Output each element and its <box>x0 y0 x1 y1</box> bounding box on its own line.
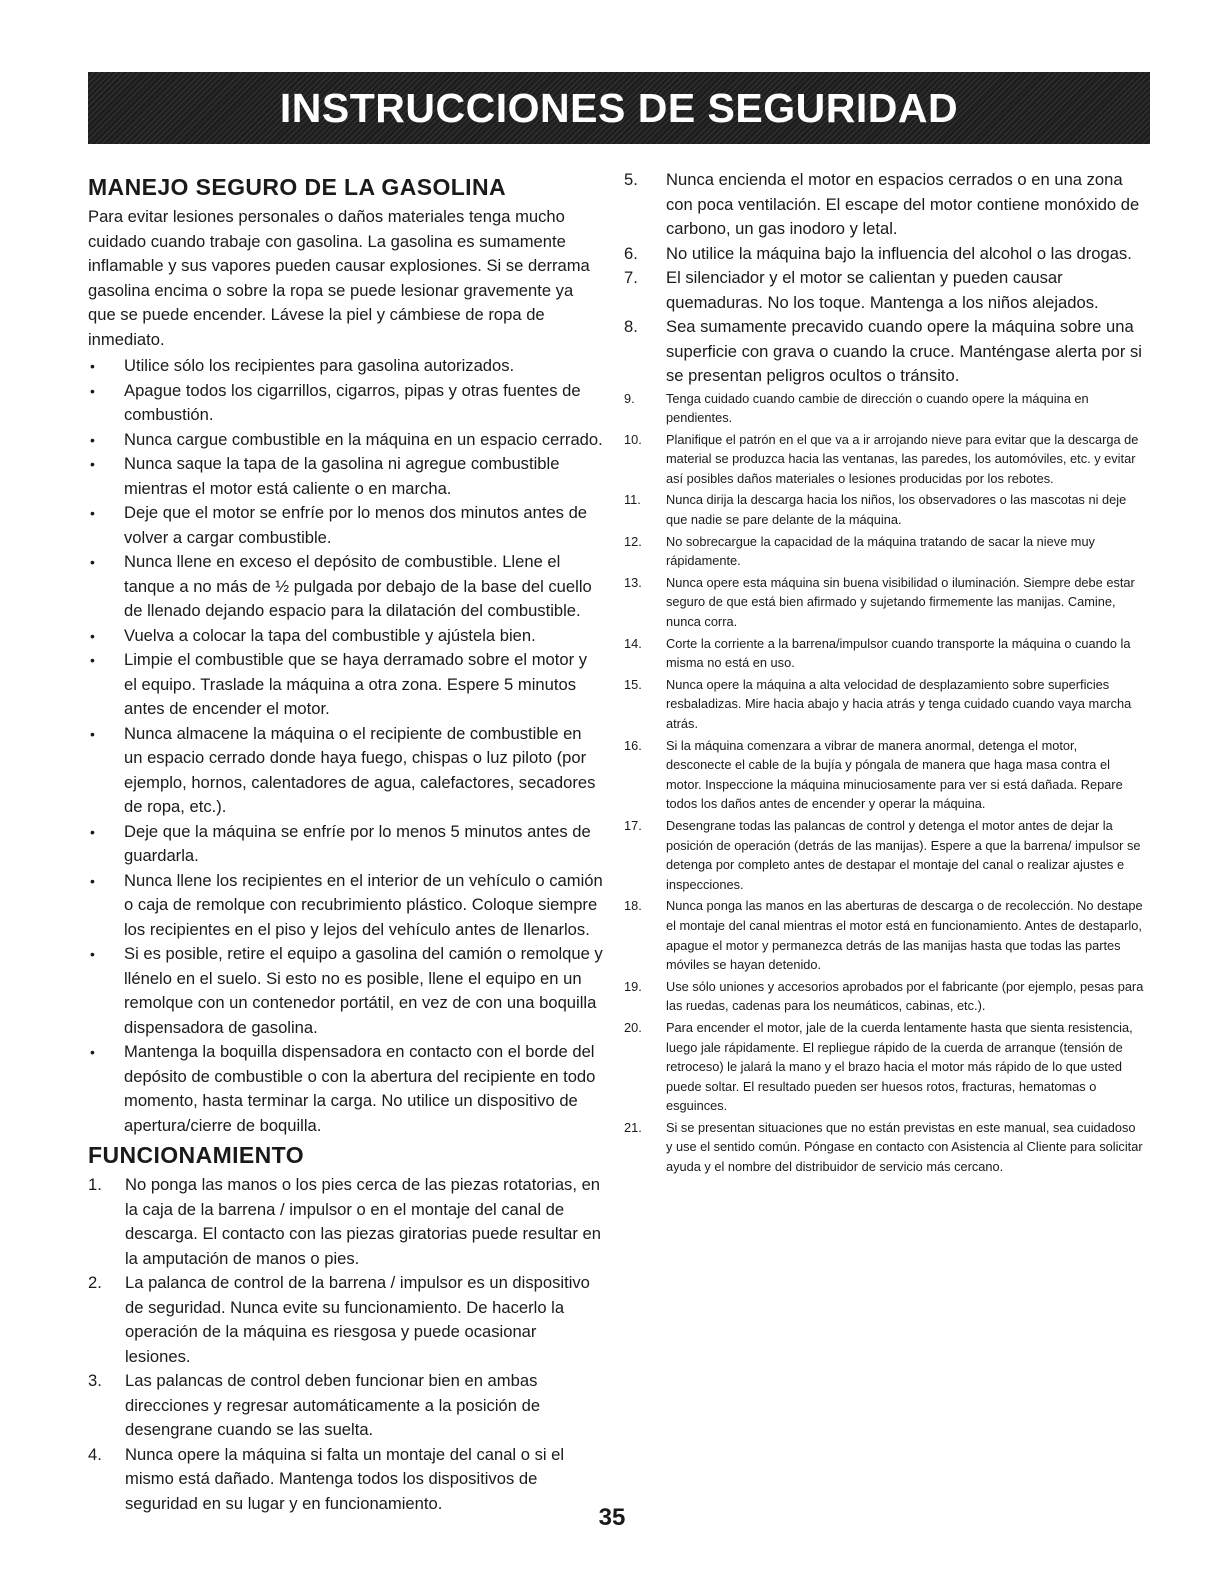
fuel-bullet-text: Utilice sólo los recipientes para gasolina autorizados. <box>124 356 515 375</box>
operation-item <box>624 389 1144 428</box>
item-number: 7. <box>624 268 638 287</box>
item-number: 9. <box>624 390 635 406</box>
operation-list-right-small <box>624 389 1144 1177</box>
fuel-bullet-text: Apague todos los cigarrillos, cigarros, pipas y otras fuentes de combustión. <box>124 380 581 424</box>
page-number: 35 <box>598 1504 626 1531</box>
operation-item <box>624 634 1144 673</box>
operation-list-left <box>88 1173 603 1516</box>
operation-item <box>88 1271 603 1369</box>
fuel-bullet-item <box>88 624 603 649</box>
item-number: 14. <box>624 635 642 651</box>
item-text: Use sólo uniones y accesorios aprobados por el fabricante (por ejemplo, pesas para las ruedas, cadenas para los neumáticos, cabinas, etc.). <box>666 978 1144 1014</box>
bullet-marker: • <box>90 358 95 374</box>
operation-item <box>88 1369 603 1443</box>
fuel-bullet-item <box>88 942 603 1040</box>
fuel-bullet-item <box>88 452 603 501</box>
operation-item <box>624 168 1144 242</box>
operation-item <box>624 736 1144 814</box>
banner-title: INSTRUCCIONES DE SEGURIDAD <box>279 84 959 131</box>
fuel-bullet-item <box>88 820 603 869</box>
fuel-section-heading: MANEJO SEGURO DE LA GASOLINA <box>88 174 506 200</box>
fuel-bullet-item <box>88 501 603 550</box>
bullet-marker: • <box>90 554 95 570</box>
item-number: 11. <box>624 492 641 508</box>
item-number: 6. <box>624 243 638 263</box>
bullet-marker: • <box>90 505 95 521</box>
bullet-marker: • <box>90 1044 95 1060</box>
operation-item <box>624 675 1144 734</box>
item-text: Planifique el patrón en el que va a ir arrojando nieve para evitar que la descarga de material se produzca hacia las ventanas, las paredes, los automóviles, etc. y evitar así posibles daños materiales o lesiones producidas por los rebotes. <box>666 431 1139 486</box>
bullet-marker: • <box>90 382 95 399</box>
operation-item <box>624 1018 1144 1116</box>
operation-item <box>624 573 1144 632</box>
section-banner <box>88 72 1150 144</box>
item-number: 10. <box>624 431 642 447</box>
item-number: 18. <box>624 898 642 914</box>
bullet-marker: • <box>90 823 95 840</box>
item-text: Nunca encienda el motor en espacios cerrados o en una zona con poca ventilación. El escape del motor contiene monóxido de carbono, un gas inodoro y letal. <box>666 170 1140 238</box>
item-text: No ponga las manos o los pies cerca de las piezas rotatorias, en la caja de la barrena / impulsor o en el montaje del canal de descarga. El contacto con las piezas giratorias puede resultar en la amputación de manos o pies. <box>125 1175 601 1268</box>
item-text: Corte la corriente a la barrena/impulsor cuando transporte la máquina o cuando la misma no está en uso. <box>666 635 1131 671</box>
item-text: Nunca ponga las manos en las aberturas de descarga o de recolección. No destape el montaje del canal mientras el motor está en funcionamiento. Antes de destaparlo, apague el motor y permanezca detrás de las manijas hasta que todas las partes móviles se hayan detenido. <box>666 898 1143 973</box>
item-text: Tenga cuidado cuando cambie de dirección o cuando opere la máquina en pendientes. <box>666 390 1089 426</box>
fuel-bullet-text: Mantenga la boquilla dispensadora en contacto con el borde del depósito de combustible o con la abertura del recipiente en todo momento, hasta terminar la carga. No utilice un dispositivo de apertura/cierre de boquilla. <box>124 1042 596 1135</box>
item-number: 21. <box>624 1119 642 1135</box>
item-number: 3. <box>88 1371 102 1390</box>
fuel-bullet-text: Limpie el combustible que se haya derramado sobre el motor y el equipo. Traslade la máquina a otra zona. Espere 5 minutos antes de encender el motor. <box>124 650 588 718</box>
item-text: Para encender el motor, jale de la cuerda lentamente hasta que sienta resistencia, luego jale rápidamente. El repliegue rápido de la cuerda de arranque (tensión de retroceso) le jalará la mano y el brazo hacia el motor más rápido de lo que usted puede soltar. El resultado pueden ser huesos rotos, fracturas, hematomas o esguinces. <box>666 1019 1133 1114</box>
left-column <box>88 168 603 1516</box>
right-column <box>624 168 1144 1179</box>
item-text: Nunca dirija la descarga hacia los niños, los observadores o las mascotas ni deje que nadie se pare delante de la máquina. <box>666 492 1127 528</box>
item-number: 4. <box>88 1444 102 1464</box>
operation-item <box>624 1118 1144 1177</box>
fuel-bullet-item <box>88 722 603 820</box>
item-text: Si se presentan situaciones que no están previstas en este manual, sea cuidadoso y use el sentido común. Póngase en contacto con Asistencia al Cliente para solicitar ayuda y el nombre del distribuidor de servicio más cercano. <box>666 1119 1143 1175</box>
bullet-marker: • <box>90 872 95 889</box>
operation-item <box>624 490 1144 529</box>
item-text: No sobrecargue la capacidad de la máquina tratando de sacar la nieve muy rápidamente. <box>666 533 1095 569</box>
item-text: Las palancas de control deben funcionar bien en ambas direcciones y regresar automáticamente a la posición de desengrane cuando se las suelta. <box>125 1371 541 1439</box>
fuel-bullet-text: Si es posible, retire el equipo a gasolina del camión o remolque y llénelo en el suelo. Si esto no es posible, llene el equipo en un remolque con un contenedor portátil, en vez de con una boquilla dispensadora de gasolina. <box>124 944 603 1037</box>
item-number: 12. <box>624 533 642 549</box>
fuel-bullet-item <box>88 379 603 428</box>
fuel-bullet-item <box>88 550 603 624</box>
item-text: Sea sumamente precavido cuando opere la máquina sobre una superficie con grava o cuando la cruce. Manténgase alerta por si se presentan peligros ocultos o tránsito. <box>666 317 1142 385</box>
item-number: 1. <box>88 1175 102 1194</box>
bullet-marker: • <box>90 456 95 472</box>
item-number: 20. <box>624 1019 642 1035</box>
fuel-bullet-text: Deje que la máquina se enfríe por lo menos 5 minutos antes de guardarla. <box>124 821 591 865</box>
bullet-marker: • <box>90 431 95 448</box>
fuel-bullet-text: Nunca llene los recipientes en el interior de un vehículo o camión o caja de remolque con recubrimiento plástico. Coloque siempre los recipientes en el piso y lejos del vehículo antes de llenarlos. <box>124 870 603 939</box>
operation-section-heading: FUNCIONAMIENTO <box>88 1142 305 1168</box>
bullet-marker: • <box>90 725 95 742</box>
fuel-bullet-text: Nunca saque la tapa de la gasolina ni agregue combustible mientras el motor está caliente o en marcha. <box>124 454 560 498</box>
fuel-bullet-item <box>88 1040 603 1138</box>
fuel-bullet-item <box>88 648 603 722</box>
operation-item <box>624 977 1144 1016</box>
operation-item <box>88 1173 603 1271</box>
operation-list-right-large <box>624 168 1144 389</box>
bullet-marker: • <box>90 627 95 644</box>
bullet-marker: • <box>90 946 95 962</box>
item-text: Si la máquina comenzara a vibrar de manera anormal, detenga el motor, desconecte el cable de la bujía y póngala de manera que haga masa contra el motor. Inspeccione la máquina minuciosamente para ver si está dañada. Repare todos los daños antes de encender y operar la máquina. <box>666 737 1123 812</box>
operation-item <box>624 532 1144 571</box>
operation-item <box>624 266 1144 315</box>
fuel-bullet-text: Nunca llene en exceso el depósito de combustible. Llene el tanque a no más de ½ pulgada por debajo de la base del cuello de llenado dejando espacio para la dilatación del combustible. <box>124 552 592 620</box>
item-number: 19. <box>624 978 642 994</box>
item-number: 15. <box>624 676 642 692</box>
bullet-marker: • <box>90 652 95 668</box>
item-text: El silenciador y el motor se calientan y pueden causar quemaduras. No los toque. Mantenga a los niños alejados. <box>666 268 1099 312</box>
item-text: Nunca opere esta máquina sin buena visibilidad o iluminación. Siempre debe estar seguro de que está bien afirmado y sujetando firmemente las manijas. Camine, nunca corra. <box>666 574 1135 630</box>
fuel-bullet-list <box>88 354 603 1138</box>
fuel-bullet-text: Nunca almacene la máquina o el recipiente de combustible en un espacio cerrado donde haya fuego, chispas o luz piloto (por ejemplo, hornos, calentadores de agua, calefactores, secadores de ropa, etc.). <box>124 723 596 816</box>
fuel-bullet-item <box>88 869 603 943</box>
fuel-bullet-item <box>88 428 603 453</box>
item-number: 5. <box>624 170 638 189</box>
fuel-bullet-item <box>88 354 603 379</box>
item-number: 17. <box>624 817 642 833</box>
fuel-bullet-text: Deje que el motor se enfríe por lo menos dos minutos antes de volver a cargar combustible. <box>124 503 588 547</box>
item-text: La palanca de control de la barrena / impulsor es un dispositivo de seguridad. Nunca evite su funcionamiento. De hacerlo la operación de la máquina es riesgosa y puede ocasionar lesiones. <box>125 1273 590 1366</box>
operation-item <box>624 816 1144 894</box>
item-number: 2. <box>88 1273 102 1292</box>
fuel-section-intro: Para evitar lesiones personales o daños materiales tenga mucho cuidado cuando trabaje con gasolina. La gasolina es sumamente inflamable y sus vapores pueden causar explosiones. Si se derrama gasolina encima o sobre la ropa se puede lesionar gravemente ya que se puede encender. Lávese la piel y cámbiese de ropa de inmediato. <box>88 207 590 349</box>
item-text: Nunca opere la máquina a alta velocidad de desplazamiento sobre superficies resbaladizas. Mire hacia abajo y hacia atrás y tenga cuidado cuando vaya marcha atrás. <box>666 676 1132 731</box>
fuel-bullet-text: Vuelva a colocar la tapa del combustible y ajústela bien. <box>124 625 536 645</box>
fuel-bullet-text: Nunca cargue combustible en la máquina en un espacio cerrado. <box>124 429 603 449</box>
item-text: No utilice la máquina bajo la influencia del alcohol o las drogas. <box>666 243 1132 263</box>
operation-item <box>624 315 1144 389</box>
item-number: 16. <box>624 737 642 753</box>
item-number: 13. <box>624 574 642 590</box>
operation-item <box>624 242 1144 267</box>
operation-item <box>624 896 1144 974</box>
item-text: Desengrane todas las palancas de control y detenga el motor antes de dejar la posición de operación (detrás de las manijas). Espere a que la barrena/ impulsor se detenga por completo antes de destapar el montaje del canal o realizar ajustes e inspecciones. <box>666 817 1141 892</box>
item-text: Nunca opere la máquina si falta un montaje del canal o si el mismo está dañado. Mantenga todos los dispositivos de seguridad en su lugar y en funcionamiento. <box>125 1444 565 1513</box>
operation-item <box>624 430 1144 489</box>
item-number: 8. <box>624 317 638 336</box>
